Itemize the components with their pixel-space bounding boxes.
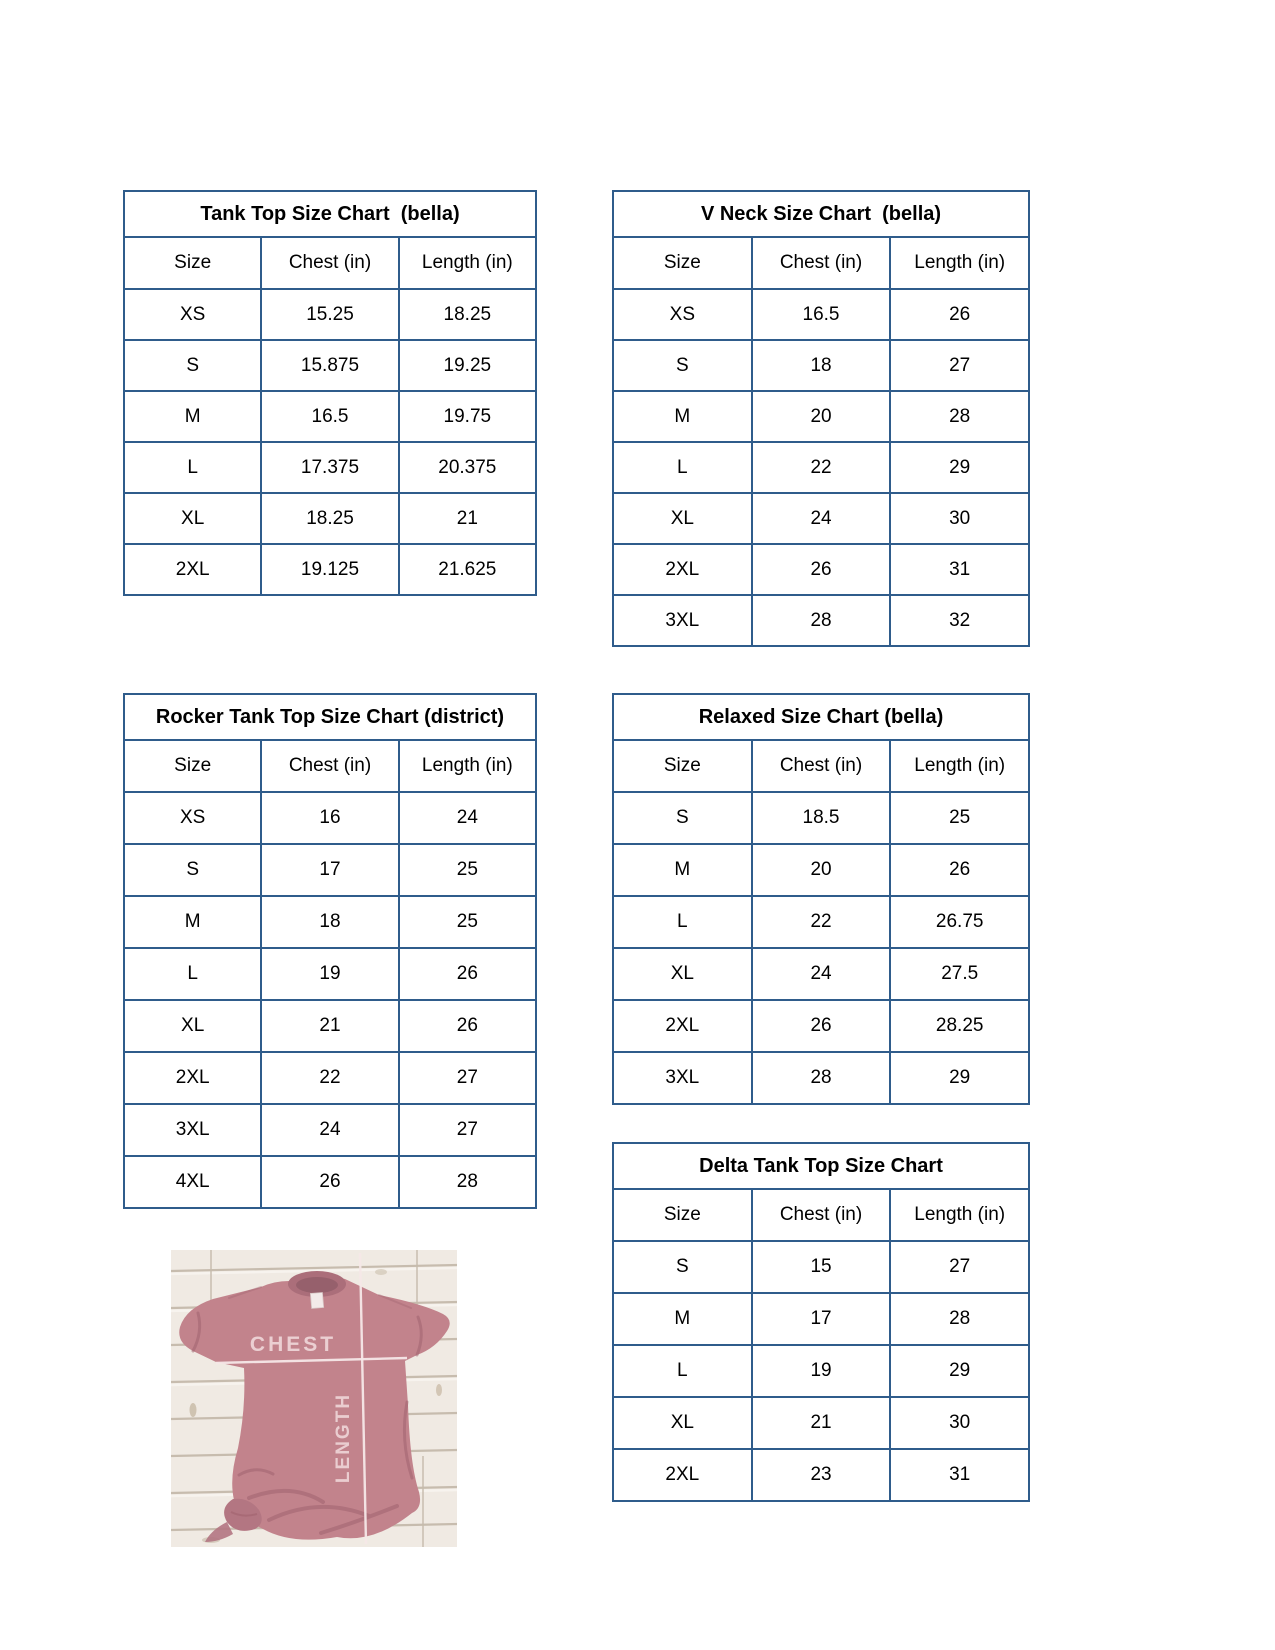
table-row	[125, 441, 535, 492]
column-header-length: Length (in)	[889, 741, 1028, 791]
table-cell: 30	[889, 1398, 1028, 1448]
table-cell: 2XL	[665, 1464, 700, 1485]
table-cell: 27	[889, 1242, 1028, 1292]
table-title: V Neck Size Chart (bella)	[614, 192, 1028, 238]
table-cell: 2XL	[665, 1015, 700, 1036]
table-cell: 25	[889, 793, 1028, 843]
table-row	[125, 843, 535, 895]
table-body	[614, 288, 1028, 645]
column-header-length: Length (in)	[398, 741, 535, 791]
table-cell: 22	[751, 443, 890, 492]
table-cell: L	[677, 911, 688, 932]
table-cell: 22	[751, 897, 890, 947]
table-header-row	[125, 741, 535, 791]
column-header-size: Size	[663, 252, 701, 273]
table-row	[125, 339, 535, 390]
table-row	[614, 339, 1028, 390]
table-cell: XS	[669, 303, 696, 325]
table-title: Relaxed Size Chart (bella)	[614, 695, 1028, 741]
table-row	[614, 1396, 1028, 1448]
table-cell: 20.375	[398, 443, 535, 492]
table-cell: 27	[398, 1105, 535, 1155]
table-cell: XL	[670, 1412, 694, 1433]
table-cell: 4XL	[175, 1171, 210, 1192]
table-header-row	[614, 1190, 1028, 1240]
column-header-length: Length (in)	[398, 238, 535, 288]
table-row	[125, 492, 535, 543]
table-row	[125, 543, 535, 594]
table-cell: 16.5	[260, 392, 397, 441]
table-cell: 29	[889, 1053, 1028, 1103]
table-row	[125, 1155, 535, 1207]
table-row	[614, 390, 1028, 441]
table-cell: 20	[751, 845, 890, 895]
table-row	[125, 1103, 535, 1155]
table-title: Delta Tank Top Size Chart	[614, 1144, 1028, 1190]
table-row	[614, 1051, 1028, 1103]
table-cell: 29	[889, 1346, 1028, 1396]
table-cell: 26	[398, 1001, 535, 1051]
table-cell: 30	[889, 494, 1028, 543]
chest-label: CHEST	[249, 1333, 337, 1356]
column-header-chest: Chest (in)	[260, 741, 397, 791]
collar-tag	[310, 1293, 323, 1309]
table-cell: 25	[398, 845, 535, 895]
table-cell: L	[187, 963, 198, 984]
table-row	[125, 1051, 535, 1103]
table-row	[614, 947, 1028, 999]
table-row	[614, 1344, 1028, 1396]
table-cell: 31	[889, 1450, 1028, 1500]
column-header-length: Length (in)	[889, 238, 1028, 288]
table-row	[614, 1240, 1028, 1292]
table-cell: 26	[889, 845, 1028, 895]
relaxed-size-table	[612, 693, 1030, 1105]
table-cell: 26	[751, 1001, 890, 1051]
table-row	[614, 492, 1028, 543]
table-cell: XS	[179, 807, 206, 828]
table-cell: 15.875	[260, 341, 397, 390]
table-cell: 15.25	[260, 290, 397, 339]
column-header-chest: Chest (in)	[751, 741, 890, 791]
table-cell: 28	[889, 392, 1028, 441]
table-cell: 32	[889, 596, 1028, 645]
length-label: LENGTH	[333, 1392, 354, 1484]
table-cell: 26	[889, 290, 1028, 339]
table-row	[614, 288, 1028, 339]
table-header-row	[614, 741, 1028, 791]
column-header-chest: Chest (in)	[751, 238, 890, 288]
table-cell: 24	[398, 793, 535, 843]
table-cell: 28	[751, 596, 890, 645]
table-cell: XS	[179, 303, 206, 325]
table-row	[125, 791, 535, 843]
table-cell: 3XL	[665, 1067, 700, 1088]
table-cell: XL	[181, 507, 205, 529]
table-cell: S	[675, 354, 689, 376]
table-cell: 19.125	[260, 545, 397, 594]
table-cell: 21.625	[398, 545, 535, 594]
table-cell: XL	[670, 963, 694, 984]
table-row	[125, 895, 535, 947]
table-cell: 17.375	[260, 443, 397, 492]
table-cell: XL	[670, 507, 694, 529]
table-cell: 16.5	[751, 290, 890, 339]
table-cell: 24	[751, 494, 890, 543]
table-cell: 18	[751, 341, 890, 390]
table-row	[614, 441, 1028, 492]
table-cell: 26	[260, 1157, 397, 1207]
table-cell: 3XL	[175, 1119, 210, 1140]
table-body	[614, 1240, 1028, 1500]
table-row	[614, 999, 1028, 1051]
table-cell: 18.25	[260, 494, 397, 543]
table-cell: L	[677, 1360, 688, 1381]
table-row	[614, 543, 1028, 594]
table-cell: 18.5	[751, 793, 890, 843]
table-cell: 25	[398, 897, 535, 947]
table-cell: 21	[751, 1398, 890, 1448]
table-cell: 3XL	[665, 609, 700, 631]
column-header-chest: Chest (in)	[751, 1190, 890, 1240]
table-cell: 2XL	[175, 1067, 210, 1088]
table-cell: 28	[398, 1157, 535, 1207]
table-cell: 2XL	[175, 558, 210, 580]
column-header-length: Length (in)	[889, 1190, 1028, 1240]
table-cell: 15	[751, 1242, 890, 1292]
table-cell: M	[674, 859, 691, 880]
table-cell: 27.5	[889, 949, 1028, 999]
column-header-size: Size	[663, 1204, 701, 1225]
table-row	[614, 895, 1028, 947]
table-cell: 29	[889, 443, 1028, 492]
table-cell: 22	[260, 1053, 397, 1103]
table-cell: 17	[260, 845, 397, 895]
table-cell: 19.25	[398, 341, 535, 390]
table-cell: XL	[181, 1015, 205, 1036]
table-cell: 28.25	[889, 1001, 1028, 1051]
table-cell: 26.75	[889, 897, 1028, 947]
table-cell: 18	[260, 897, 397, 947]
table-cell: 31	[889, 545, 1028, 594]
table-cell: 20	[751, 392, 890, 441]
table-cell: 19	[260, 949, 397, 999]
table-cell: 26	[751, 545, 890, 594]
table-cell: 28	[889, 1294, 1028, 1344]
table-cell: L	[187, 456, 198, 478]
column-header-size: Size	[174, 252, 212, 273]
table-body	[614, 791, 1028, 1103]
table-cell: 17	[751, 1294, 890, 1344]
table-header-row	[614, 238, 1028, 288]
column-header-size: Size	[663, 755, 701, 776]
table-title: Rocker Tank Top Size Chart (district)	[125, 695, 535, 741]
table-cell: 28	[751, 1053, 890, 1103]
table-cell: S	[675, 1256, 689, 1277]
table-row	[614, 843, 1028, 895]
rocker-tank-top-size-table	[123, 693, 537, 1209]
table-body	[125, 288, 535, 594]
table-row	[125, 288, 535, 339]
table-cell: 24	[260, 1105, 397, 1155]
table-cell: M	[184, 911, 201, 932]
table-cell: L	[677, 456, 688, 478]
column-header-chest: Chest (in)	[260, 238, 397, 288]
table-cell: 24	[751, 949, 890, 999]
table-cell: 23	[751, 1450, 890, 1500]
table-cell: 27	[398, 1053, 535, 1103]
delta-tank-top-size-table	[612, 1142, 1030, 1502]
table-title: Tank Top Size Chart (bella)	[125, 192, 535, 238]
table-body	[125, 791, 535, 1207]
table-cell: S	[186, 859, 199, 880]
table-cell: 18.25	[398, 290, 535, 339]
table-header-row	[125, 238, 535, 288]
tshirt-measurement-photo	[171, 1250, 457, 1547]
table-row	[614, 594, 1028, 645]
table-cell: S	[675, 807, 689, 828]
table-row	[125, 947, 535, 999]
table-row	[125, 390, 535, 441]
table-cell: 19.75	[398, 392, 535, 441]
table-cell: 2XL	[665, 558, 700, 580]
table-cell: S	[186, 354, 199, 376]
table-cell: M	[674, 1308, 691, 1329]
table-row	[614, 1292, 1028, 1344]
column-header-size: Size	[174, 755, 212, 776]
v-neck-size-table	[612, 190, 1030, 647]
table-row	[614, 791, 1028, 843]
table-row	[614, 1448, 1028, 1500]
table-cell: M	[184, 405, 201, 427]
table-cell: 19	[751, 1346, 890, 1396]
table-cell: 26	[398, 949, 535, 999]
table-cell: 16	[260, 793, 397, 843]
table-cell: M	[674, 405, 691, 427]
table-row	[125, 999, 535, 1051]
table-cell: 21	[398, 494, 535, 543]
table-cell: 27	[889, 341, 1028, 390]
tank-top-size-table	[123, 190, 537, 596]
table-cell: 21	[260, 1001, 397, 1051]
